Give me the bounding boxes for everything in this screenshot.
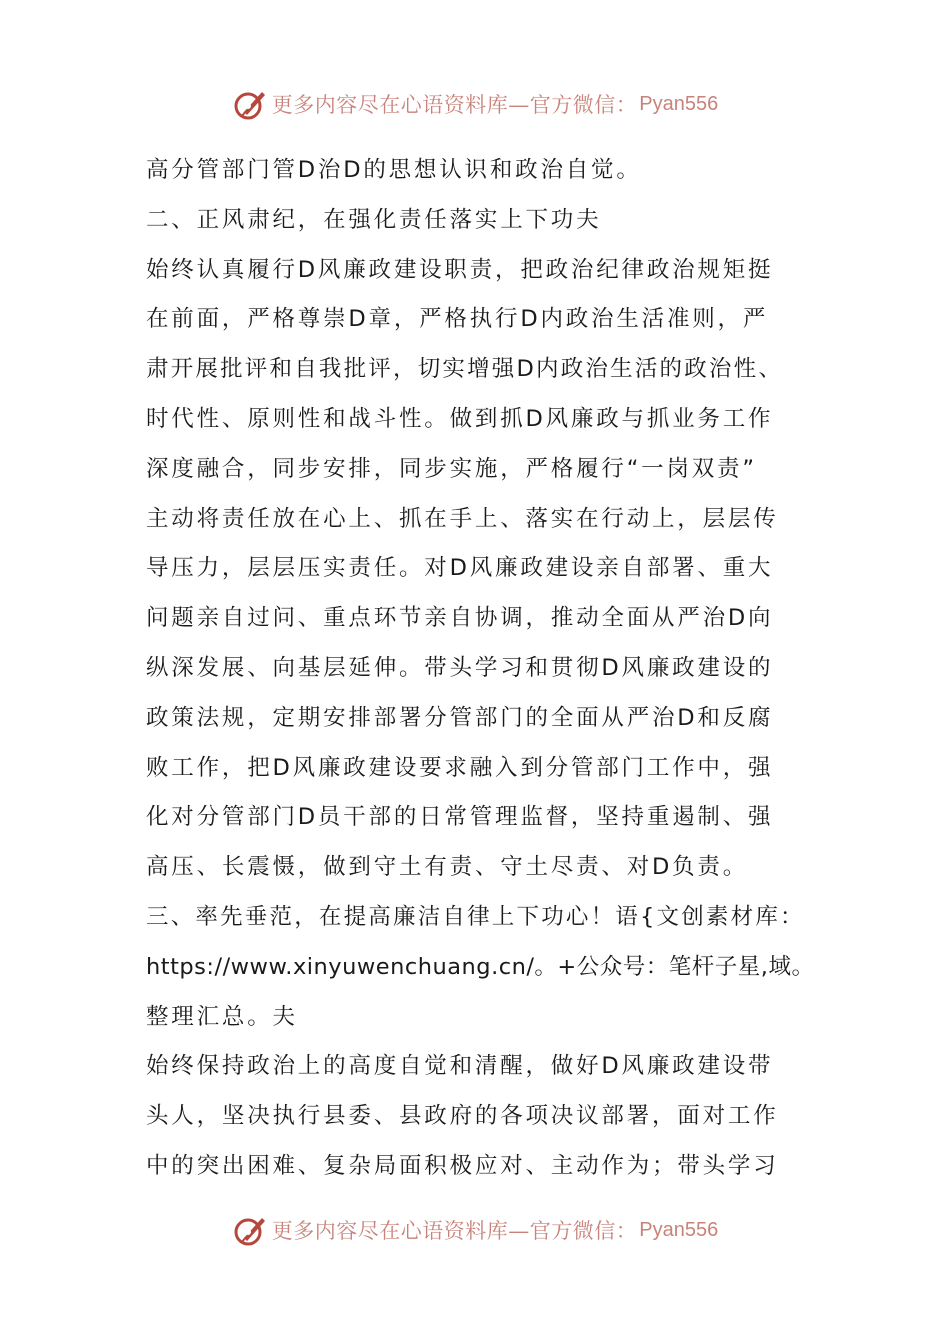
body-line: 败工作，把D风廉政建设要求融入到分管部门工作中，强 (146, 754, 774, 781)
section-heading-2: 二、正风肃纪，在强化责任落实上下功夫 (146, 206, 602, 233)
body-line: 问题亲自过问、重点环节亲自协调，推动全面从严治D向 (146, 605, 774, 632)
body-line: 头人，坚决执行县委、县政府的各项决议部署，面对工作 (146, 1103, 779, 1130)
body-line: 整理汇总。夫 (146, 1003, 298, 1030)
body-line: 政策法规，定期安排部署分管部门的全面从严治D和反腐 (146, 704, 774, 731)
body-line: 时代性、原则性和战斗性。做到抓D风廉政与抓业务工作 (146, 405, 774, 432)
section-heading-3: 三、率先垂范，在提高廉洁自律上下功心！语{文创素材库： (146, 903, 805, 930)
header-banner-text: 更多内容尽在心语资料库—官方微信： (271, 93, 638, 117)
footer-banner (0, 1208, 950, 1252)
body-line: 肃开展批评和自我批评，切实增强D内政治生活的政治性、 (146, 356, 784, 383)
body-line: 中的突出困难、复杂局面积极应对、主动作为；带头学习 (146, 1152, 779, 1179)
body-line: 导压力，层层压实责任。对D风廉政建设亲自部署、重大 (146, 555, 774, 582)
source-url-line: https://www.xinyuwenchuang.cn/。+公众号：笔杆子星,域。 (146, 953, 815, 980)
body-line: 化对分管部门D员干部的日常管理监督，坚持重遏制、强 (146, 804, 774, 831)
quill-logo-icon (232, 86, 268, 122)
footer-banner-wechat-id: Pyan556 (639, 1218, 719, 1241)
body-line: 高压、长震慑，做到守土有责、守土尽责、对D负责。 (146, 854, 749, 881)
quill-logo-icon (232, 1212, 268, 1248)
document-body (146, 146, 836, 1192)
footer-banner-text: 更多内容尽在心语资料库—官方微信： (271, 1219, 638, 1243)
body-line: 主动将责任放在心上、抓在手上、落实在行动上，层层传 (146, 505, 779, 532)
body-line: 高分管部门管D治D的思想认识和政治自觉。 (146, 157, 642, 183)
header-banner (0, 82, 950, 126)
body-line: 在前面，严格尊崇D章，严格执行D内政治生活准则，严 (146, 306, 769, 333)
body-line: 深度融合，同步安排，同步实施，严格履行“一岗双责” (146, 455, 757, 482)
body-line: 纵深发展、向基层延伸。带头学习和贯彻D风廉政建设的 (146, 654, 774, 681)
body-line: 始终认真履行D风廉政建设职责，把政治纪律政治规矩挺 (146, 256, 774, 283)
header-banner-wechat-id: Pyan556 (639, 92, 719, 115)
body-line: 始终保持政治上的高度自觉和清醒，做好D风廉政建设带 (146, 1053, 774, 1080)
